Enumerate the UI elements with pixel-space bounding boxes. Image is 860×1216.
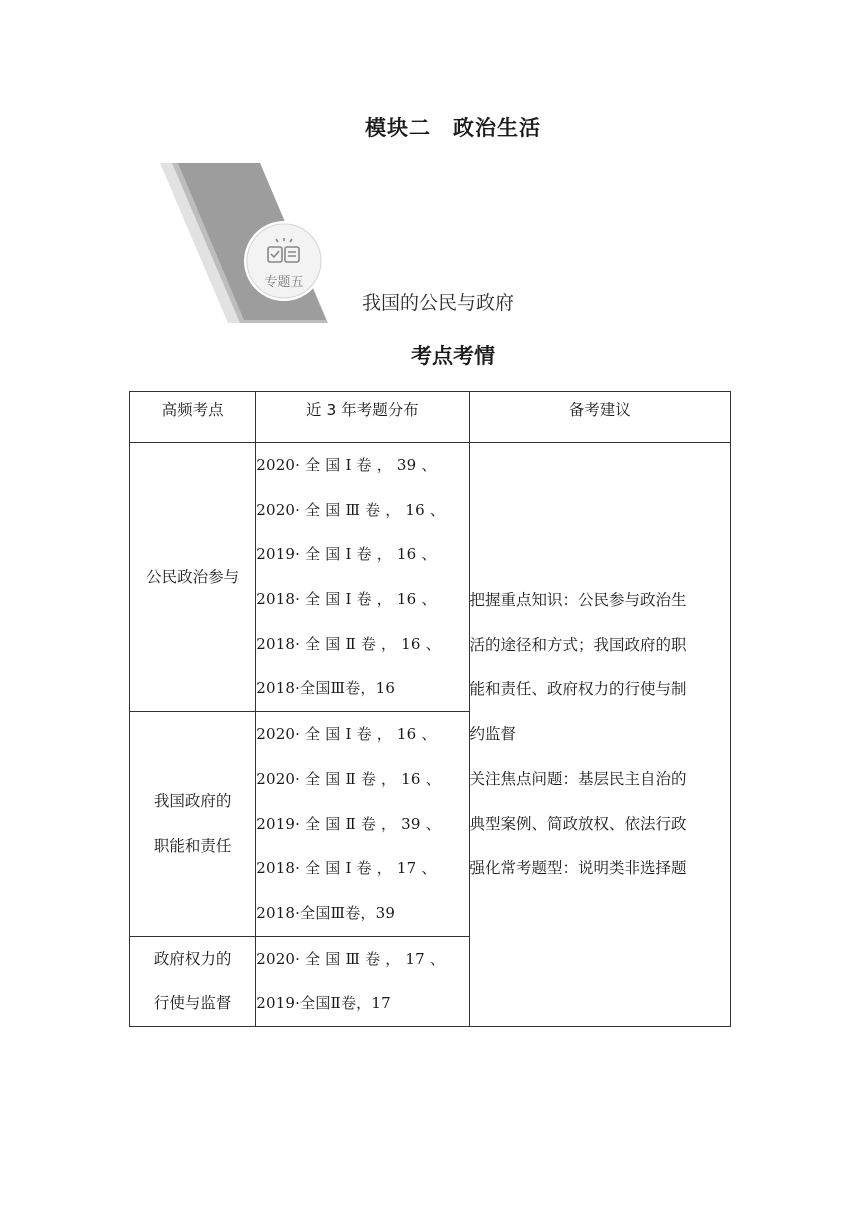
advice-line: 典型案例、简政放权、依法行政 [469, 814, 687, 833]
advice-line: 约监督 [469, 725, 517, 744]
advice-line: 强化常考题型：说明类非选择题 [469, 859, 687, 878]
point-line: 职能和责任 [153, 836, 232, 855]
advice-line: 关注焦点问题：基层民主自治的 [469, 769, 687, 788]
advice-cell [469, 443, 730, 1027]
year-item: 2018·全国Ⅲ卷，39 [256, 903, 396, 922]
advice-line: 把握重点知识：公民参与政治生 [469, 591, 687, 609]
table-header-row [130, 392, 731, 443]
years-cell [256, 712, 469, 936]
point-cell [130, 936, 256, 1026]
year-item: 2018· 全 国 Ⅱ 卷 ， 16 、 [256, 634, 441, 653]
module-name: 政治生活 [453, 116, 541, 140]
header-point: 高频考点 [130, 392, 256, 443]
topic-title: 我国的公民与政府 [362, 292, 515, 314]
year-item: 2018·全国Ⅲ卷，16 [256, 679, 396, 698]
topic-badge: 专题五 [264, 275, 304, 290]
point-line: 政府权力的 [153, 949, 232, 968]
header-years: 近 3 年考题分布 [256, 392, 469, 443]
year-item: 2020· 全 国 Ⅱ 卷 ， 16 、 [256, 769, 441, 788]
year-item: 2020· 全 国 Ⅰ 卷 ， 39 、 [256, 456, 437, 474]
topic-banner [160, 163, 350, 323]
header-advice: 备考建议 [469, 392, 730, 443]
year-item: 2020· 全 国 Ⅲ 卷 ， 17 、 [256, 949, 446, 968]
advice-line: 能和责任、政府权力的行使与制 [469, 680, 687, 699]
years-cell [256, 936, 469, 1026]
point-line: 行使与监督 [153, 994, 232, 1013]
point-cell [130, 443, 256, 712]
point-cell [130, 712, 256, 936]
module-number: 模块二 [365, 116, 431, 140]
advice-line: 活的途径和方式；我国政府的职 [469, 635, 687, 654]
year-item: 2018· 全 国 Ⅰ 卷 ， 16 、 [256, 590, 437, 609]
module-title [0, 112, 860, 142]
year-item: 2019·全国Ⅱ卷，17 [256, 994, 391, 1013]
year-item: 2018· 全 国 Ⅰ 卷 ， 17 、 [256, 859, 437, 878]
year-item: 2019· 全 国 Ⅱ 卷 ， 39 、 [256, 814, 441, 833]
exam-table [129, 391, 731, 1027]
point-line: 公民政治参与 [146, 567, 240, 586]
year-item: 2020· 全 国 Ⅰ 卷 ， 16 、 [256, 725, 437, 744]
year-item: 2019· 全 国 Ⅰ 卷 ， 16 、 [256, 545, 437, 564]
point-line: 我国政府的 [153, 792, 232, 811]
years-cell [256, 443, 469, 712]
year-item: 2020· 全 国 Ⅲ 卷 ， 16 、 [256, 500, 446, 519]
section-title: 考点考情 [411, 344, 495, 368]
table-row [130, 443, 731, 712]
